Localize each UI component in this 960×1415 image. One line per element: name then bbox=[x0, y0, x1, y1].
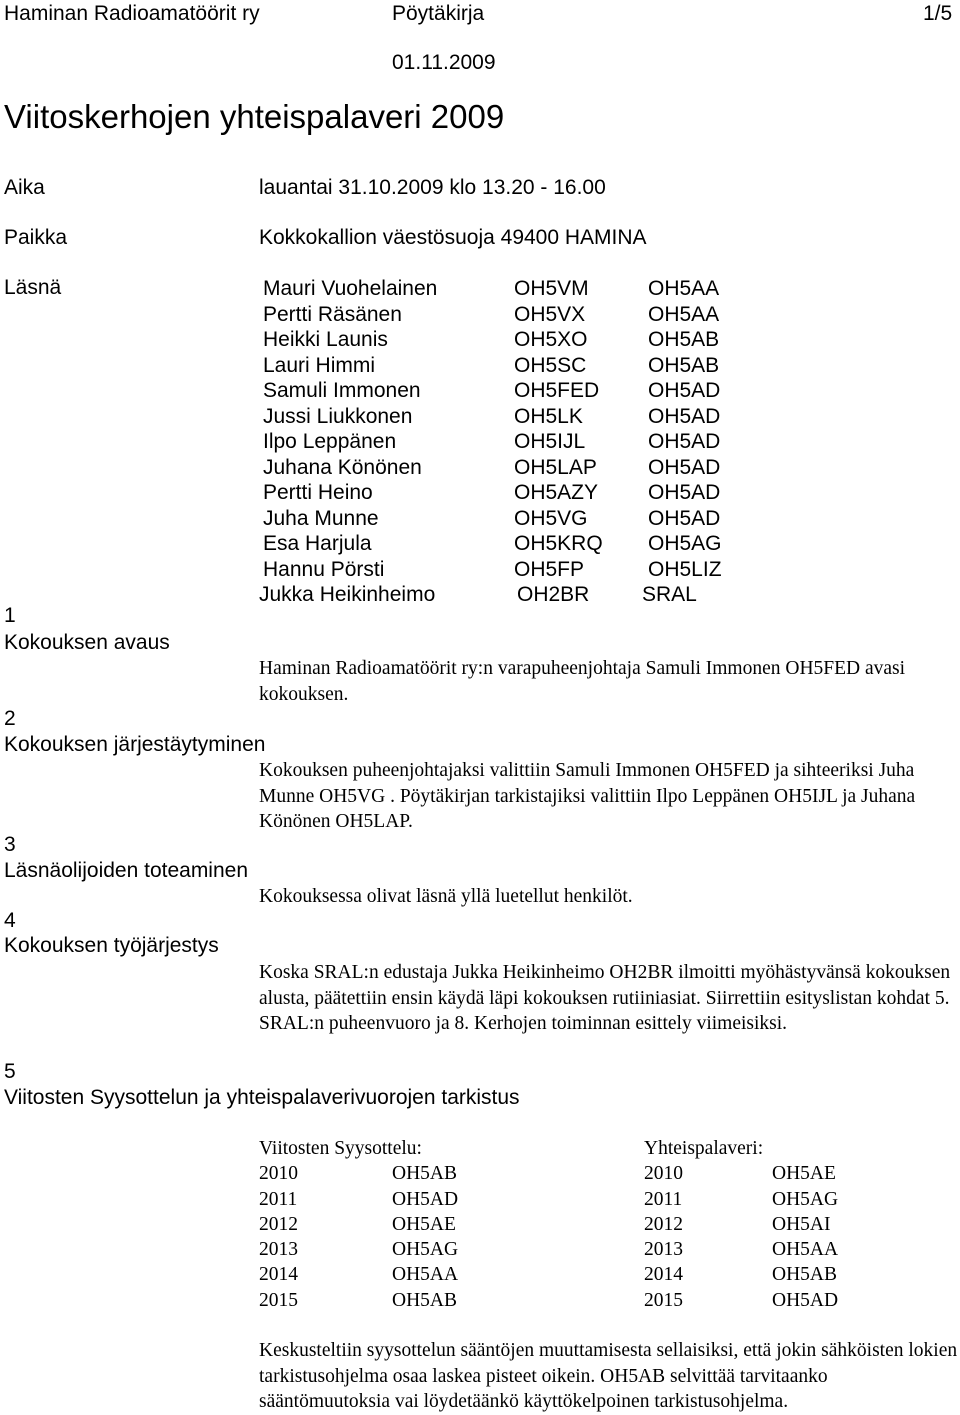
attendee-callsign: OH5XO bbox=[514, 328, 588, 351]
attendee-callsign: OH5FP bbox=[514, 557, 585, 581]
schedule-row bbox=[259, 1288, 458, 1313]
schedule-row bbox=[644, 1262, 838, 1287]
attendee-club: OH5AA bbox=[648, 302, 720, 326]
section-1-number: 1 bbox=[4, 604, 16, 627]
schedule-year: 2014 bbox=[259, 1264, 298, 1286]
attendee-callsign: OH5VX bbox=[514, 302, 586, 326]
schedule-club: OH5AE bbox=[772, 1163, 836, 1185]
attendee-club: OH5AB bbox=[648, 328, 720, 351]
schedule-year: 2011 bbox=[259, 1188, 298, 1210]
attendee-callsign: OH2BR bbox=[517, 583, 590, 606]
attendee-club: OH5AD bbox=[648, 430, 721, 453]
schedule-club: OH5AD bbox=[392, 1188, 459, 1210]
schedule-year: 2010 bbox=[259, 1163, 298, 1185]
present-label: Läsnä bbox=[4, 276, 62, 299]
schedule-year: 2015 bbox=[644, 1289, 683, 1311]
attendee-club: OH5AA bbox=[648, 277, 720, 300]
schedule-year: 2012 bbox=[259, 1213, 298, 1235]
yhteispalaveri-schedule bbox=[644, 1136, 839, 1313]
schedule-row bbox=[644, 1237, 839, 1262]
place-value: Kokkokallion väestösuoja 49400 HAMINA bbox=[259, 226, 647, 249]
attendee-name: Pertti Räsänen bbox=[263, 302, 402, 326]
attendee-callsign: OH5VG bbox=[514, 506, 588, 530]
section-2-text: Kokouksen puheenjohtajaksi valittiin Samuli Immonen OH5FED ja sihteeriksi Juha Munne OH5VG . Pöytäkirjan tarkistajiksi valittiin Ilpo Leppänen OH5IJL ja Juhana Könönen OH5LAP. bbox=[259, 760, 916, 832]
schedule-club: OH5AA bbox=[772, 1239, 839, 1261]
attendee-club: OH5AD bbox=[648, 404, 721, 428]
time-label: Aika bbox=[4, 176, 45, 199]
attendee-name: Esa Harjula bbox=[263, 532, 372, 555]
yhteispalaveri-title: Yhteispalaveri: bbox=[644, 1138, 764, 1159]
attendee-club: OH5AG bbox=[648, 532, 722, 555]
attendee-callsign: OH5SC bbox=[514, 353, 587, 377]
schedule-row bbox=[259, 1161, 458, 1186]
schedule-year: 2014 bbox=[644, 1264, 683, 1286]
section-4-text: Koska SRAL:n edustaja Jukka Heikinheimo OH2BR ilmoitti myöhästyvänsä kokouksen alusta, päätettiin ensin käydä läpi kokouksen rutiiniasiat. Siirrettiin esityslistan kohdat 5. SRAL:n puheenvuoro ja 8. Kerhojen toiminnan esittely viimeisiksi. bbox=[259, 962, 951, 1034]
section-5-number: 5 bbox=[4, 1060, 16, 1083]
section-3-title: Läsnäolijoiden toteaminen bbox=[4, 859, 249, 882]
attendee-name: Lauri Himmi bbox=[263, 353, 376, 377]
section-1-title: Kokouksen avaus bbox=[4, 631, 170, 654]
schedule-row bbox=[259, 1212, 456, 1237]
schedule-row bbox=[259, 1187, 459, 1212]
attendee-name: Jussi Liukkonen bbox=[263, 404, 413, 428]
schedule-club: OH5AE bbox=[392, 1213, 456, 1235]
schedule-row bbox=[644, 1161, 836, 1186]
section-4-title: Kokouksen työjärjestys bbox=[4, 934, 219, 957]
attendee-callsign: OH5LAP bbox=[514, 455, 597, 479]
section-5-title: Viitosten Syysottelun ja yhteispalaverivuorojen tarkistus bbox=[4, 1086, 520, 1109]
syysottelu-title: Viitosten Syysottelu: bbox=[259, 1138, 422, 1159]
attendee-name: Ilpo Leppänen bbox=[263, 430, 397, 453]
attendee-callsign: OH5AZY bbox=[514, 481, 599, 504]
attendee-club: OH5AB bbox=[648, 353, 720, 377]
attendee-name: Jukka Heikinheimo bbox=[259, 583, 436, 606]
schedule-year: 2010 bbox=[644, 1163, 683, 1185]
header-date: 01.11.2009 bbox=[392, 51, 496, 74]
attendee-callsign: OH5IJL bbox=[514, 430, 586, 453]
attendee-name: Samuli Immonen bbox=[263, 379, 421, 402]
attendee-name: Heikki Launis bbox=[263, 328, 388, 351]
header-club: Haminan Radioamatöörit ry bbox=[4, 2, 260, 25]
place-label: Paikka bbox=[4, 226, 68, 249]
schedule-club: OH5AB bbox=[392, 1289, 458, 1311]
schedule-year: 2015 bbox=[259, 1289, 298, 1311]
schedule-year: 2011 bbox=[644, 1188, 683, 1210]
attendee-callsign: OH5VM bbox=[514, 277, 589, 300]
attendee-name: Hannu Pörsti bbox=[263, 557, 385, 581]
schedule-club: OH5AG bbox=[772, 1188, 839, 1210]
attendee-club: SRAL bbox=[642, 583, 697, 606]
attendee-callsign: OH5KRQ bbox=[514, 532, 603, 555]
header-page-number: 1/5 bbox=[923, 2, 953, 25]
attendee-name: Mauri Vuohelainen bbox=[263, 277, 438, 300]
attendee-club: OH5AD bbox=[648, 455, 721, 479]
schedule-row bbox=[644, 1187, 839, 1212]
attendee-club: OH5AD bbox=[648, 506, 721, 530]
attendee-name: Pertti Heino bbox=[263, 481, 373, 504]
section-5-text: Keskusteltiin syysottelun sääntöjen muuttamisesta sellaisiksi, että jokin sähköisten lokien tarkistusohjelma osaa laskea pisteet oikein. OH5AB selvittää tarvitaanko sääntömuutoksia vai löydetäänkö käyttökelpoinen tarkistusohjelma. bbox=[259, 1340, 958, 1412]
attendee-club: OH5AD bbox=[648, 379, 721, 402]
section-2-number: 2 bbox=[4, 707, 16, 730]
schedule-row bbox=[644, 1212, 831, 1237]
schedule-year: 2013 bbox=[259, 1239, 298, 1261]
attendee-club: OH5LIZ bbox=[648, 557, 722, 581]
attendee-club: OH5AD bbox=[648, 481, 721, 504]
syysottelu-schedule bbox=[259, 1136, 459, 1313]
time-value: lauantai 31.10.2009 klo 13.20 - 16.00 bbox=[259, 176, 606, 199]
attendee-name: Juha Munne bbox=[263, 506, 379, 530]
schedule-club: OH5AD bbox=[772, 1289, 839, 1311]
schedule-club: OH5AB bbox=[392, 1163, 458, 1185]
section-4-number: 4 bbox=[4, 909, 16, 932]
schedule-row bbox=[644, 1288, 839, 1313]
schedule-club: OH5AB bbox=[772, 1264, 838, 1286]
attendee-callsign: OH5LK bbox=[514, 404, 583, 428]
page-title: Viitoskerhojen yhteispalaveri 2009 bbox=[4, 98, 505, 135]
schedule-club: OH5AG bbox=[392, 1239, 459, 1261]
schedule-year: 2012 bbox=[644, 1213, 683, 1235]
schedule-row bbox=[259, 1237, 459, 1262]
section-2-title: Kokouksen järjestäytyminen bbox=[4, 733, 266, 756]
section-3-number: 3 bbox=[4, 833, 16, 856]
section-1-text: Haminan Radioamatöörit ry:n varapuheenjohtaja Samuli Immonen OH5FED avasi kokouksen. bbox=[259, 658, 906, 705]
attendee-name: Juhana Könönen bbox=[263, 455, 422, 479]
schedule-row bbox=[259, 1262, 459, 1287]
attendee-callsign: OH5FED bbox=[514, 379, 600, 402]
schedule-club: OH5AI bbox=[772, 1213, 831, 1235]
header-doc-type: Pöytäkirja bbox=[392, 2, 485, 25]
schedule-year: 2013 bbox=[644, 1239, 683, 1261]
schedule-club: OH5AA bbox=[392, 1264, 459, 1286]
section-3-text: Kokouksessa olivat läsnä yllä luetellut henkilöt. bbox=[259, 886, 633, 907]
